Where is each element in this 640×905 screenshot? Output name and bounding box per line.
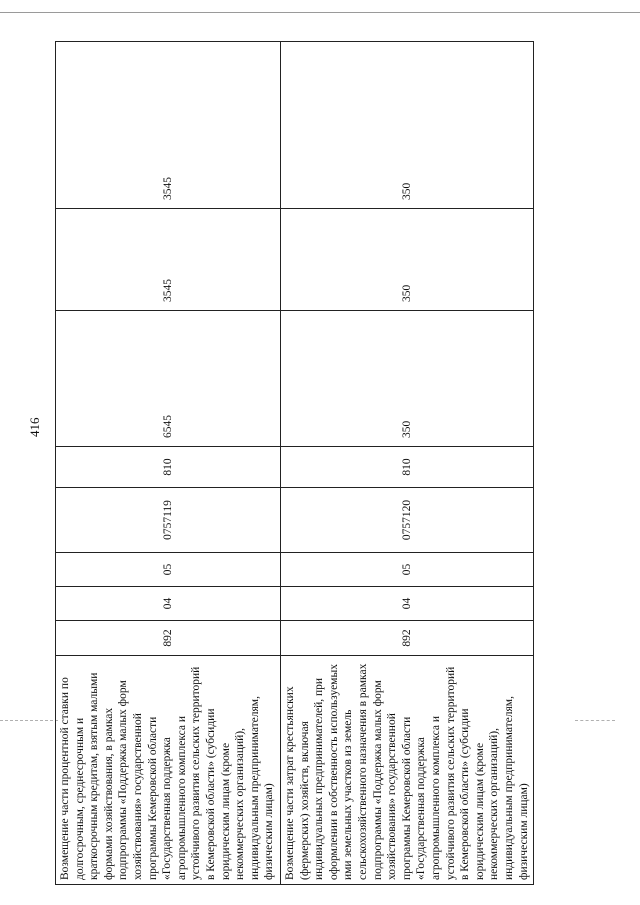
table-row <box>281 42 534 885</box>
target-article-code: 0757120 <box>281 488 534 553</box>
row-description-cell <box>281 656 534 885</box>
expense-type-code: 810 <box>56 447 281 488</box>
section-code: 04 <box>56 587 281 621</box>
section-code: 04 <box>281 587 534 621</box>
budget-table <box>55 41 534 885</box>
subsection-code: 05 <box>281 553 534 587</box>
rotated-table-container <box>55 42 530 885</box>
sum-cell-1: 6545 <box>56 311 281 447</box>
expense-type-code: 810 <box>281 447 534 488</box>
sum-cell-2: 3545 <box>56 209 281 311</box>
table-row <box>56 42 281 885</box>
row-description: Возмещение части процентной ставки по долгосрочным, среднесрочным и краткосрочным кредитам, взятым малыми формами хозяйствования, в рамках подпрограммы «Поддержка малых форм хозяйствования» государственной программы Кемеровской области «Государственная поддержка агропромышленного комплекса и устойчивого развития сельских территорий в Кемеровской области» (субсидии юридическим лицам (кроме некоммерческих организаций), индивидуальным предпринимателям, физическим лицам) <box>59 666 276 880</box>
crop-mark-right <box>575 720 615 721</box>
target-article-code: 0757119 <box>56 488 281 553</box>
crop-mark-left <box>0 720 58 721</box>
page-number: 416 <box>27 417 42 437</box>
row-description-cell <box>56 656 281 885</box>
top-border-line <box>0 12 640 13</box>
sum-cell-3: 350 <box>281 42 534 209</box>
ministry-code: 892 <box>281 621 534 656</box>
subsection-code: 05 <box>56 553 281 587</box>
sum-cell-1: 350 <box>281 311 534 447</box>
sum-cell-2: 350 <box>281 209 534 311</box>
row-description: Возмещение части затрат крестьянских (фермерских) хозяйств, включая индивидуальных предпринимателей, при оформлении в собственность используемых ими земельных участков из земель сельскохозяйственного назначения в рамках подпрограммы «Поддержка малых форм хозяйствования» государственной программы Кемеровской области «Государственная поддержка агропромышленного комплекса и устойчивого развития сельских территорий в Кемеровской области» (субсидии юридическим лицам (кроме некоммерческих организаций), индивидуальным предпринимателям, физическим лицам) <box>284 663 530 880</box>
ministry-code: 892 <box>56 621 281 656</box>
sum-cell-3: 3545 <box>56 42 281 209</box>
